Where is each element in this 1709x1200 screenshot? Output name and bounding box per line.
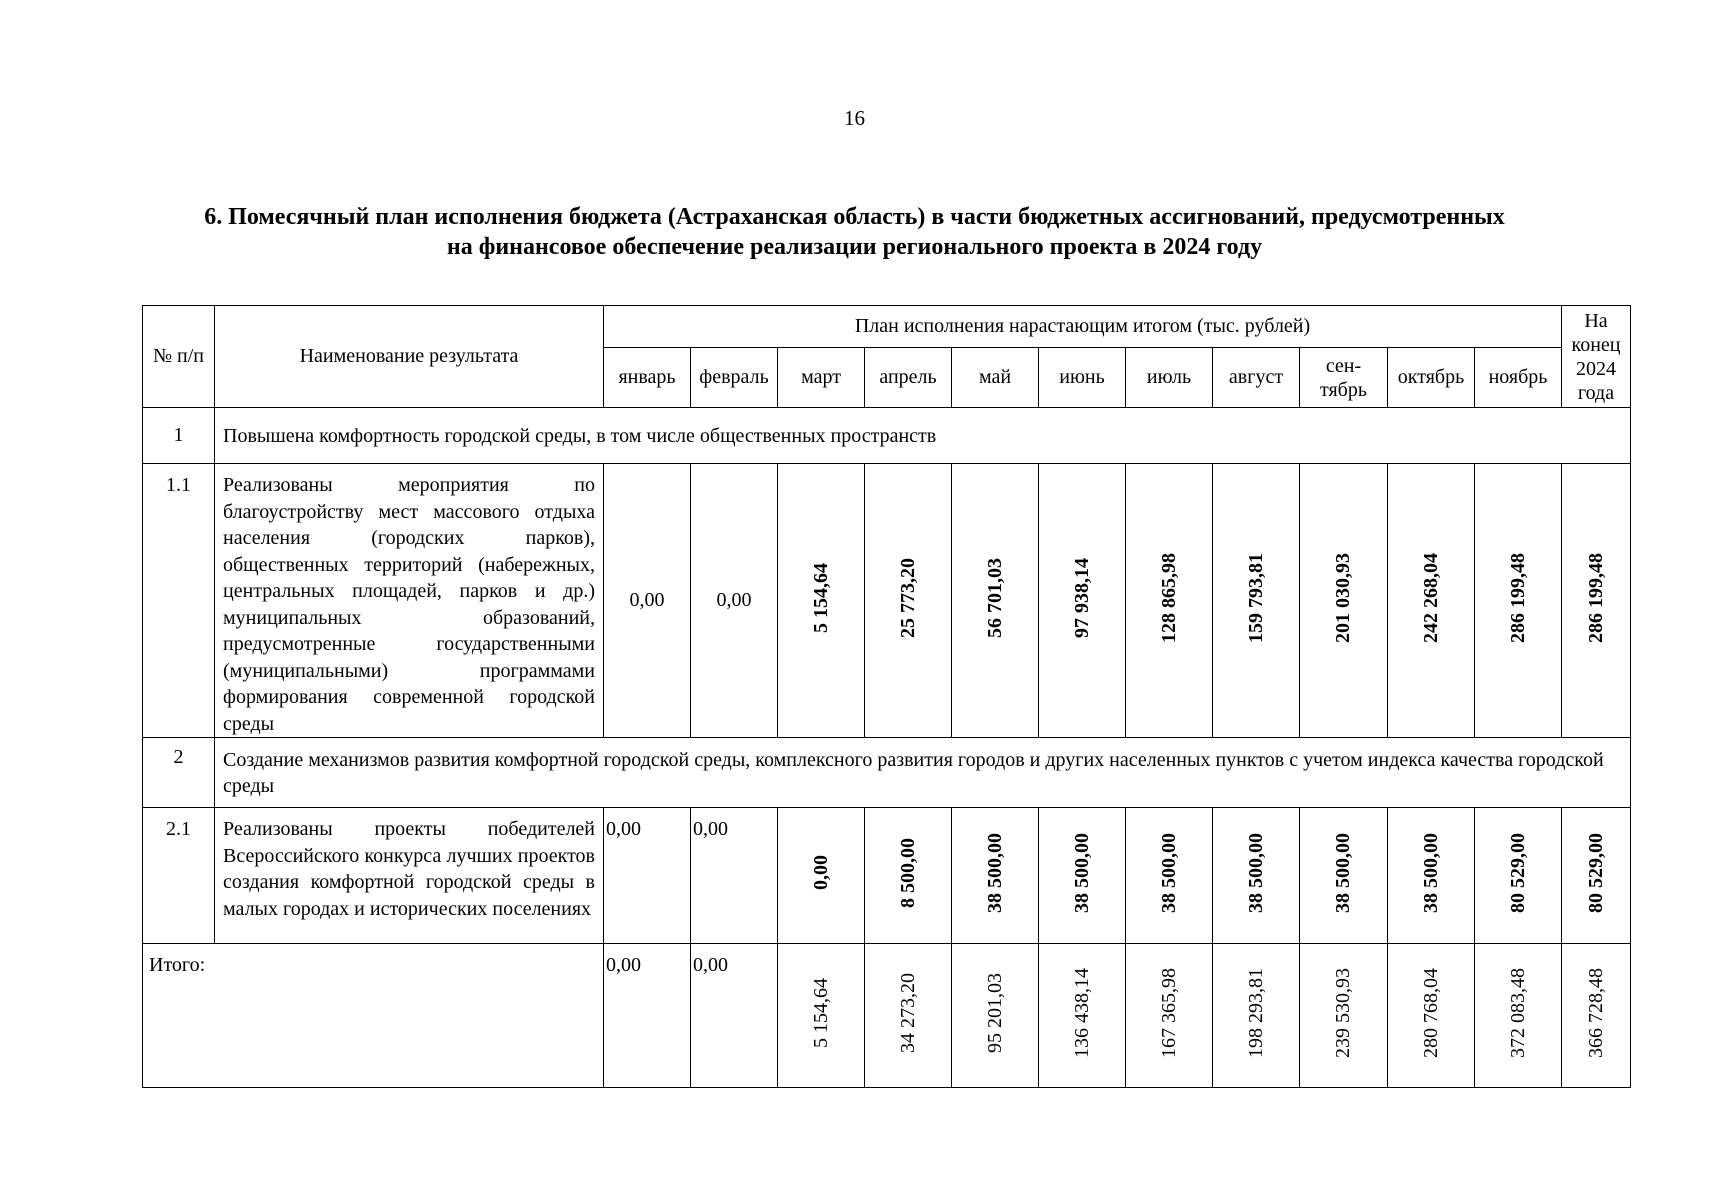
value-cell: 239 530,93 (1332, 967, 1354, 1058)
header-month: июль (1126, 348, 1213, 408)
value-cell: 38 500,00 (1419, 832, 1442, 913)
value-cell: 0,00 (691, 944, 778, 1088)
section-row (143, 408, 1631, 464)
value-cell: 366 728,48 (1584, 967, 1607, 1058)
value-cell: 286 199,48 (1506, 552, 1529, 643)
header-month: ноябрь (1475, 348, 1562, 408)
header-name: Наименование результата (215, 306, 604, 408)
value-cell: 201 030,93 (1332, 552, 1354, 643)
header-month: сен-тябрь (1300, 348, 1388, 408)
value-cell: 95 201,03 (983, 972, 1006, 1053)
header-month: июнь (1039, 348, 1126, 408)
result-name: Реализованы проекты победителей Всероссийского конкурса лучших проектов создания комфортной городской среды в малых городах и исторических поселениях (215, 808, 604, 944)
value-cell: 280 768,04 (1419, 967, 1442, 1058)
value-cell: 38 500,00 (1070, 832, 1093, 913)
section-title: Повышена комфортность городской среды, в том числе общественных пространств (215, 408, 1631, 464)
header-month: август (1213, 348, 1300, 408)
value-cell: 38 500,00 (1244, 832, 1267, 913)
budget-plan-table (142, 305, 1631, 1088)
table-row (143, 808, 1631, 944)
result-name: Реализованы мероприятия по благоустройству мест массового отдыха населения (городских парков), общественных территорий (набережных, центральных площадей, парков и др.) муниципальных образований, предусмотренные государственными (муниципальными) программами формирования современной городской среды (215, 464, 604, 738)
row-number: 2 (143, 738, 215, 808)
header-month: январь (604, 348, 691, 408)
header-month: май (952, 348, 1039, 408)
value-cell: 38 500,00 (983, 832, 1006, 913)
title-line-2: на финансовое обеспечение реализации регионального проекта в 2024 году (446, 234, 1263, 260)
value-cell: 128 865,98 (1157, 552, 1180, 643)
value-cell: 167 365,98 (1157, 967, 1180, 1058)
value-cell: 80 529,00 (1584, 832, 1607, 913)
page-number: 16 (844, 106, 865, 130)
value-cell: 0,00 (691, 464, 778, 738)
value-cell: 136 438,14 (1070, 967, 1093, 1058)
row-number: 2.1 (143, 808, 215, 944)
header-num: № п/п (143, 306, 215, 408)
value-cell: 38 500,00 (1332, 832, 1354, 913)
value-cell: 372 083,48 (1506, 967, 1529, 1058)
value-cell: 0,00 (604, 944, 691, 1088)
row-number: 1.1 (143, 464, 215, 738)
value-cell: 0,00 (604, 808, 691, 944)
value-cell: 5 154,64 (809, 977, 832, 1048)
value-cell: 25 773,20 (896, 557, 919, 638)
row-number: 1 (143, 408, 215, 464)
header-month: октябрь (1388, 348, 1475, 408)
value-cell: 80 529,00 (1506, 832, 1529, 913)
header-month: февраль (691, 348, 778, 408)
value-cell: 198 293,81 (1244, 967, 1267, 1058)
value-cell: 5 154,64 (809, 562, 832, 633)
value-cell: 286 199,48 (1584, 552, 1607, 643)
value-cell: 34 273,20 (896, 972, 919, 1053)
section-row (143, 738, 1631, 808)
value-cell: 97 938,14 (1070, 557, 1093, 638)
total-label: Итого: (143, 944, 604, 1088)
value-cell: 0,00 (604, 464, 691, 738)
value-cell: 0,00 (809, 855, 832, 890)
value-cell: 159 793,81 (1244, 552, 1267, 643)
value-cell: 56 701,03 (983, 557, 1006, 638)
value-cell: 0,00 (691, 808, 778, 944)
header-month: март (778, 348, 865, 408)
total-row (143, 944, 1631, 1088)
header-plan-group: План исполнения нарастающим итогом (тыс. рублей) (604, 306, 1562, 348)
value-cell: 38 500,00 (1157, 832, 1180, 913)
section-title: Создание механизмов развития комфортной городской среды, комплексного развития городов и других населенных пунктов с учетом индекса качества городской среды (215, 738, 1631, 808)
title-line-1: 6. Помесячный план исполнения бюджета (Астраханская область) в части бюджетных ассигнований, предусмотренных (204, 204, 1505, 230)
header-month: апрель (865, 348, 952, 408)
document-title (60, 202, 1649, 262)
header-end-of-year: На конец 2024 года (1562, 306, 1631, 408)
table-row (143, 464, 1631, 738)
value-cell: 242 268,04 (1419, 552, 1442, 643)
value-cell: 8 500,00 (896, 837, 919, 908)
